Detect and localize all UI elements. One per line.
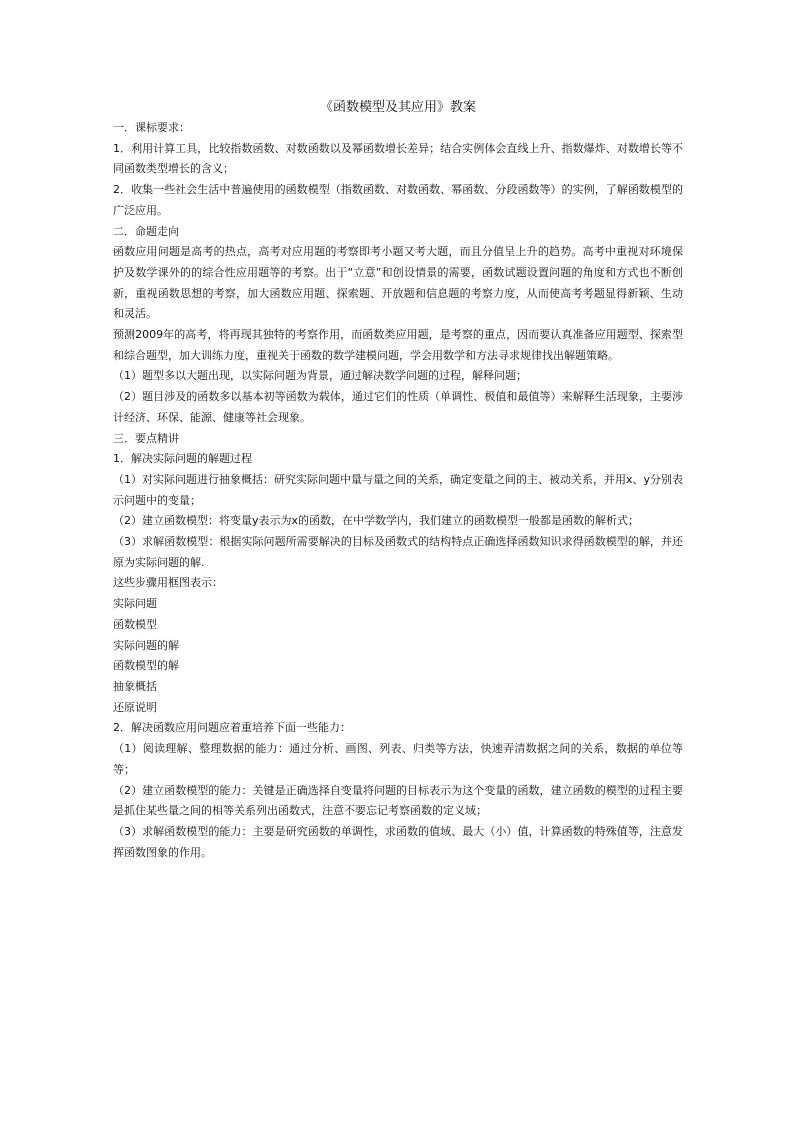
section-heading-1: 一．课标要求： [113, 121, 190, 134]
paragraph: 这些步骤用框图表示： [113, 576, 223, 590]
paragraph: （2）题目涉及的函数多以基本初等函数为载体，通过它们的性质（单调性、极值和最值等）来解释生活现象，主要涉计经济、环保、能源、健康等社会现象。 [113, 390, 683, 424]
section-heading-2: 二．命题走向 [113, 224, 179, 238]
paragraph: （1）对实际问题进行抽象概括：研究实际问题中量与量之间的关系，确定变量之间的主、被动关系，并用x、y分别表示问题中的变量； [113, 472, 684, 507]
paragraph: （3）求解函数模型的能力：主要是研究函数的单调性，求函数的值域、最大（小）值，计算函数的特殊值等，注意发挥函数图象的作用。 [113, 824, 683, 859]
paragraph: 预测2009年的高考，将再现其独特的考察作用，而函数类应用题，是考察的重点，因而要认真准备应用题型、探索型和综合题型，加大训练力度，重视关于函数的数学建模问题，学会用数学和方法寻求规律找出解题策略。 [113, 328, 683, 362]
flowchart-item: 还原说明 [113, 700, 157, 714]
paragraph: （1）阅读理解、整理数据的能力：通过分析、画图、列表、归类等方法，快速弄清数据之间的关系，数据的单位等等； [113, 742, 683, 776]
paragraph: 1．利用计算工具，比较指数函数、对数函数以及幂函数增长差异；结合实例体会直线上升、指数爆炸、对数增长等不同函数类型增长的含义； [113, 141, 683, 176]
subsection-heading: 2．解决函数应用问题应着重培养下面一些能力： [113, 721, 351, 735]
paragraph: 函数应用问题是高考的热点，高考对应用题的考察即考小题又考大题，而且分值呈上升的趋势。高考中重视对环境保护及数学课外的的综合性应用题等的考察。出于“立意”和创设情景的需要，函数试题设置问题的角度和方式也不断创新，重视函数思想的考察，加大函数应用题、探索题、开放题和信息题的考察力度，从而使高考考题显得新颖、生动和灵活。 [113, 245, 683, 321]
paragraph: （3）求解函数模型：根据实际问题所需要解决的目标及函数式的结构特点正确选择函数知识求得函数模型的解，并还原为实际问题的解. [113, 535, 683, 569]
flowchart-item: 实际问题 [113, 597, 157, 611]
section-heading-3: 三．要点精讲 [113, 431, 179, 445]
paragraph: （2）建立函数模型的能力：关键是正确选择自变量将问题的目标表示为这个变量的函数，建立函数的模型的过程主要是抓住某些量之间的相等关系列出函数式，注意不要忘记考察函数的定义域； [113, 783, 683, 818]
flowchart-item: 抽象概括 [113, 679, 157, 693]
document-title: 《函数模型及其应用》教案 [319, 100, 476, 115]
paragraph: 2．收集一些社会生活中普遍使用的函数模型（指数函数、对数函数、幂函数、分段函数等）的实例，了解函数模型的广泛应用。 [113, 183, 683, 217]
flowchart-item: 函数模型的解 [113, 659, 179, 673]
subsection-heading: 1．解决实际问题的解题过程 [113, 452, 252, 466]
flowchart-item: 实际问题的解 [113, 638, 179, 652]
paragraph: （2）建立函数模型：将变量y表示为x的函数，在中学数学内，我们建立的函数模型一般都是函数的解析式； [113, 514, 640, 528]
flowchart-item: 函数模型 [113, 617, 157, 631]
paragraph: （1）题型多以大题出现，以实际问题为背景，通过解决数学问题的过程，解释问题； [113, 369, 527, 383]
document-body [113, 118, 683, 863]
